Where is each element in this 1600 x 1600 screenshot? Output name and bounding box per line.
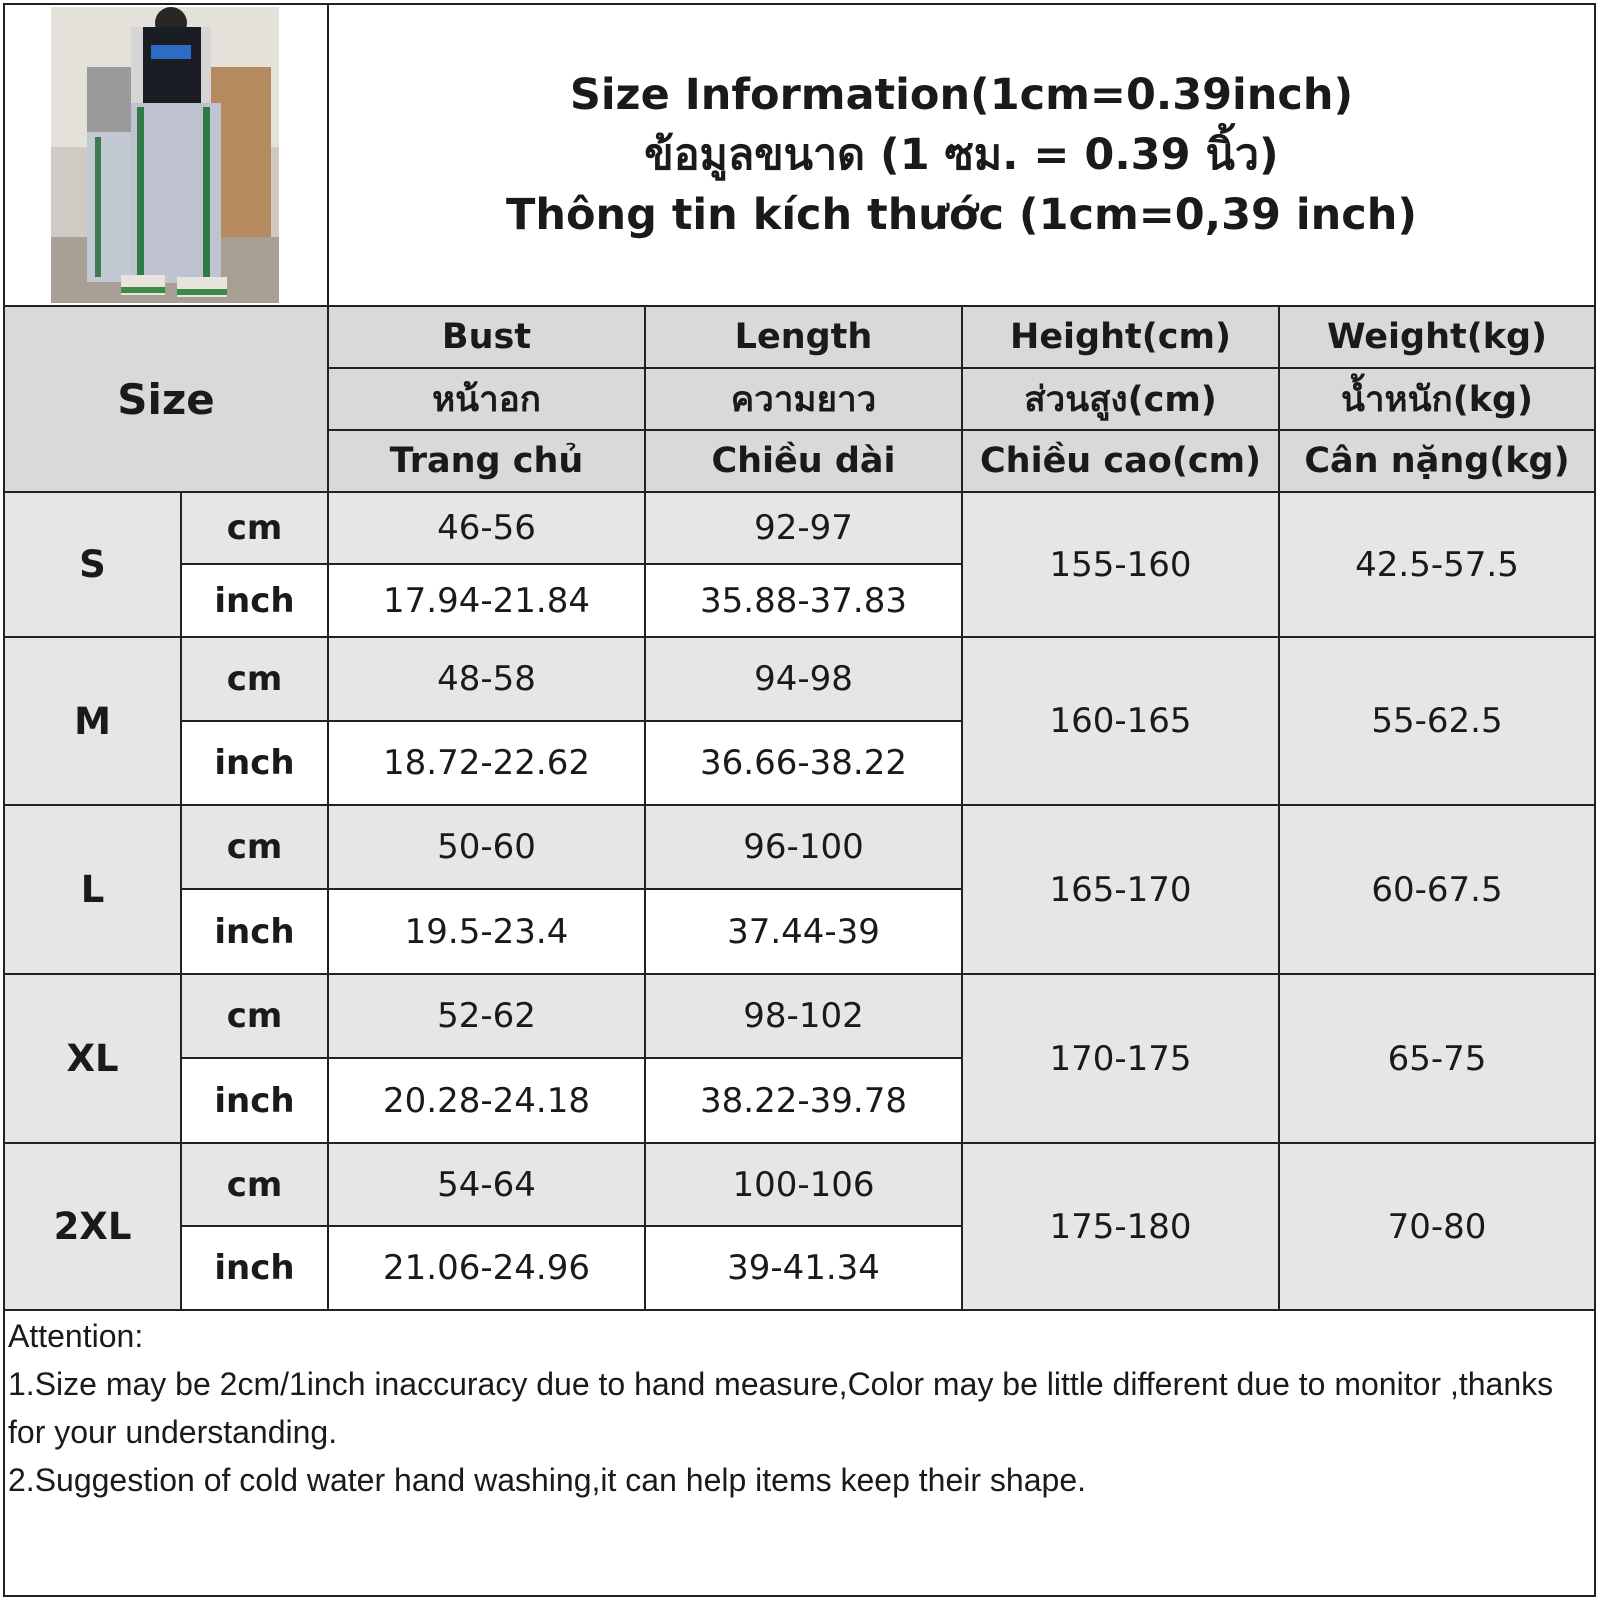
size-XL-bust-inch-text: 20.28-24.18 bbox=[383, 1080, 590, 1121]
size-M-length-inch-text: 36.66-38.22 bbox=[700, 743, 907, 783]
size-2XL-weight bbox=[1280, 1144, 1594, 1309]
size-2XL-length-inch bbox=[646, 1227, 961, 1309]
size-2XL-length-cm bbox=[646, 1144, 961, 1225]
size-M-bust-cm bbox=[329, 638, 644, 720]
size-2XL-unit-cm-text: cm bbox=[226, 1164, 283, 1205]
size-2XL-unit-inch bbox=[182, 1227, 327, 1309]
size-XL-label-text: XL bbox=[66, 1037, 119, 1080]
size-2XL-weight-text: 70-80 bbox=[1387, 1206, 1487, 1247]
attention-notes bbox=[8, 1312, 1588, 1504]
size-S-label-text: S bbox=[79, 543, 106, 586]
header-bust-line-2 bbox=[329, 369, 644, 429]
size-L-weight-text: 60-67.5 bbox=[1371, 869, 1503, 910]
size-XL-length-inch bbox=[646, 1059, 961, 1142]
size-S-length-inch bbox=[646, 565, 961, 636]
size-S-unit-inch-text: inch bbox=[214, 580, 295, 621]
size-M-length-inch bbox=[646, 722, 961, 804]
size-M-bust-inch-text: 18.72-22.62 bbox=[383, 743, 590, 783]
size-2XL-label bbox=[5, 1144, 180, 1309]
size-L-bust-cm bbox=[329, 806, 644, 888]
size-M-length-cm-text: 94-98 bbox=[754, 659, 853, 699]
size-M-unit-inch-text: inch bbox=[214, 743, 295, 783]
header-height-line-2 bbox=[963, 369, 1278, 429]
size-2XL-length-cm-text: 100-106 bbox=[732, 1164, 875, 1205]
size-M-height-text: 160-165 bbox=[1049, 701, 1192, 741]
size-M-unit-cm bbox=[182, 638, 327, 720]
size-S-height-text: 155-160 bbox=[1049, 544, 1192, 585]
note-2: 2.Suggestion of cold water hand washing,it can help items keep their shape. bbox=[8, 1462, 1086, 1498]
size-S-label bbox=[5, 493, 180, 636]
size-S-length-inch-text: 35.88-37.83 bbox=[700, 580, 907, 621]
header-bust-text-3: Trang chủ bbox=[389, 441, 584, 481]
size-L-bust-inch-text: 19.5-23.4 bbox=[404, 911, 569, 952]
size-2XL-label-text: 2XL bbox=[53, 1205, 132, 1248]
size-XL-unit-inch bbox=[182, 1059, 327, 1142]
size-XL-height bbox=[963, 975, 1278, 1142]
header-length-line-1 bbox=[646, 307, 961, 367]
size-2XL-length-inch-text: 39-41.34 bbox=[727, 1248, 880, 1288]
size-XL-unit-cm-text: cm bbox=[226, 996, 283, 1036]
title-block bbox=[329, 5, 1594, 305]
size-2XL-unit-inch-text: inch bbox=[214, 1248, 295, 1288]
header-weight-line-3 bbox=[1280, 431, 1594, 491]
header-weight-line-2 bbox=[1280, 369, 1594, 429]
size-L-length-inch-text: 37.44-39 bbox=[727, 911, 880, 952]
size-S-length-cm bbox=[646, 493, 961, 563]
size-L-unit-inch bbox=[182, 890, 327, 973]
size-L-height-text: 165-170 bbox=[1049, 869, 1192, 910]
header-weight-text-1: Weight(kg) bbox=[1326, 317, 1548, 357]
size-S-height bbox=[963, 493, 1278, 636]
header-length-text-1: Length bbox=[734, 317, 873, 357]
size-XL-unit-inch-text: inch bbox=[214, 1080, 295, 1121]
size-S-bust-inch-text: 17.94-21.84 bbox=[383, 580, 590, 621]
header-bust-line-3 bbox=[329, 431, 644, 491]
size-L-label-text: L bbox=[80, 868, 105, 911]
product-photo-cell bbox=[5, 5, 327, 305]
size-XL-height-text: 170-175 bbox=[1049, 1038, 1192, 1079]
size-header-label: Size bbox=[117, 374, 215, 424]
size-M-label-text: M bbox=[74, 699, 111, 743]
size-L-label bbox=[5, 806, 180, 973]
size-M-bust-inch bbox=[329, 722, 644, 804]
size-XL-weight bbox=[1280, 975, 1594, 1142]
header-height-text-1: Height(cm) bbox=[1010, 317, 1231, 357]
size-XL-bust-cm-text: 52-62 bbox=[437, 996, 536, 1036]
size-S-weight-text: 42.5-57.5 bbox=[1355, 544, 1519, 585]
size-L-length-cm-text: 96-100 bbox=[743, 827, 864, 867]
size-M-height bbox=[963, 638, 1278, 804]
size-L-unit-cm bbox=[182, 806, 327, 888]
size-2XL-bust-cm-text: 54-64 bbox=[437, 1164, 536, 1205]
size-L-unit-cm-text: cm bbox=[226, 827, 283, 867]
header-length-text-3: Chiều dài bbox=[711, 441, 896, 481]
title-english: Size Information(1cm=0.39inch) bbox=[569, 70, 1354, 120]
size-L-length-inch bbox=[646, 890, 961, 973]
size-L-unit-inch-text: inch bbox=[214, 911, 295, 952]
header-height-line-3 bbox=[963, 431, 1278, 491]
header-length-line-2 bbox=[646, 369, 961, 429]
size-L-length-cm bbox=[646, 806, 961, 888]
size-S-unit-cm-text: cm bbox=[226, 508, 283, 548]
size-S-bust-inch bbox=[329, 565, 644, 636]
header-bust-line-1 bbox=[329, 307, 644, 367]
size-M-unit-inch bbox=[182, 722, 327, 804]
product-photo bbox=[51, 7, 279, 303]
size-XL-weight-text: 65-75 bbox=[1387, 1038, 1487, 1079]
size-M-bust-cm-text: 48-58 bbox=[437, 659, 536, 699]
header-height-text-2: ส่วนสูง(cm) bbox=[1024, 379, 1217, 420]
header-height-line-1 bbox=[963, 307, 1278, 367]
size-L-height bbox=[963, 806, 1278, 973]
size-S-weight bbox=[1280, 493, 1594, 636]
header-length-text-2: ความยาว bbox=[730, 379, 877, 420]
size-L-bust-inch bbox=[329, 890, 644, 973]
size-XL-label bbox=[5, 975, 180, 1142]
header-height-text-3: Chiều cao(cm) bbox=[979, 441, 1262, 481]
size-XL-unit-cm bbox=[182, 975, 327, 1057]
size-XL-length-inch-text: 38.22-39.78 bbox=[700, 1080, 907, 1121]
size-M-weight bbox=[1280, 638, 1594, 804]
size-S-bust-cm-text: 46-56 bbox=[437, 508, 536, 548]
size-S-bust-cm bbox=[329, 493, 644, 563]
header-weight-text-3: Cân nặng(kg) bbox=[1304, 441, 1570, 481]
size-S-unit-cm bbox=[182, 493, 327, 563]
size-M-label bbox=[5, 638, 180, 804]
size-M-weight-text: 55-62.5 bbox=[1371, 701, 1503, 741]
size-2XL-height-text: 175-180 bbox=[1049, 1206, 1192, 1247]
size-XL-bust-cm bbox=[329, 975, 644, 1057]
size-M-length-cm bbox=[646, 638, 961, 720]
size-2XL-unit-cm bbox=[182, 1144, 327, 1225]
header-weight-line-1 bbox=[1280, 307, 1594, 367]
size-header bbox=[5, 307, 327, 491]
size-XL-length-cm-text: 98-102 bbox=[743, 996, 864, 1036]
size-2XL-bust-inch bbox=[329, 1227, 644, 1309]
size-M-unit-cm-text: cm bbox=[226, 659, 283, 699]
size-S-unit-inch bbox=[182, 565, 327, 636]
header-weight-text-2: น้ำหนัก(kg) bbox=[1340, 379, 1534, 420]
attention-title: Attention: bbox=[8, 1318, 144, 1354]
size-S-length-cm-text: 92-97 bbox=[754, 508, 853, 548]
size-L-weight bbox=[1280, 806, 1594, 973]
title-thai: ข้อมูลขนาด (1 ซม. = 0.39 นิ้ว) bbox=[644, 130, 1279, 180]
size-2XL-bust-cm bbox=[329, 1144, 644, 1225]
note-1: 1.Size may be 2cm/1inch inaccuracy due to hand measure,Color may be little different due to monitor ,thanks for your understanding. bbox=[8, 1366, 1554, 1450]
size-2XL-bust-inch-text: 21.06-24.96 bbox=[383, 1248, 590, 1288]
size-L-bust-cm-text: 50-60 bbox=[437, 827, 536, 867]
header-bust-text-1: Bust bbox=[441, 317, 532, 357]
header-length-line-3 bbox=[646, 431, 961, 491]
size-XL-length-cm bbox=[646, 975, 961, 1057]
size-XL-bust-inch bbox=[329, 1059, 644, 1142]
size-2XL-height bbox=[963, 1144, 1278, 1309]
header-bust-text-2: หน้าอก bbox=[432, 379, 541, 420]
title-vietnamese: Thông tin kích thước (1cm=0,39 inch) bbox=[506, 190, 1417, 240]
